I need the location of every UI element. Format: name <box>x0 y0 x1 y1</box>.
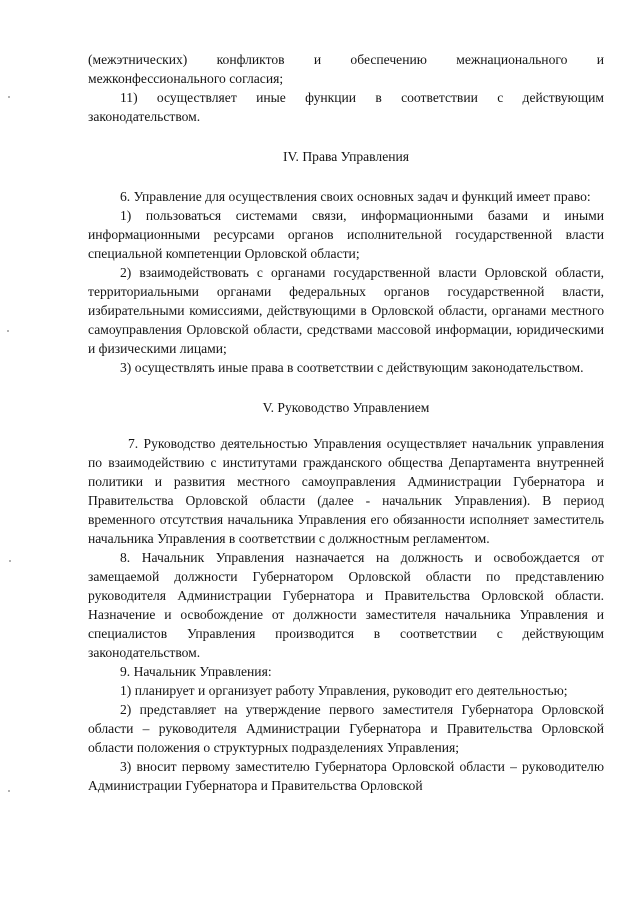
scan-speck <box>8 96 10 98</box>
item-6-2: 2) взаимодействовать с органами государственной власти Орловской области, территориальными органами федеральных органов государственной власти, избирательными комиссиями, действующими в Орловской области, органами местного самоуправления Орловской области, средствами массовой информации, юридическими и физическими лицами; <box>88 265 604 356</box>
paragraph-8: 8. Начальник Управления назначается на должность и освобождается от замещаемой должности Губернатором Орловской области по представлению руководителя Администрации Губернатора и Правительства Орловской области. Назначение и освобождение от должности заместителя начальника Управления и специалистов Управления производится в соответствии с действующим законодательством. <box>88 550 604 660</box>
section-4-heading: IV. Права Управления <box>282 149 410 164</box>
section-5-heading: V. Руководство Управлением <box>262 400 430 415</box>
scan-speck <box>9 560 11 562</box>
scan-speck <box>7 330 9 332</box>
item-9-2: 2) представляет на утверждение первого заместителя Губернатора Орловской области – руководителя Администрации Губернатора и Правительства Орловской области положения о структурных подразделениях Управления; <box>88 702 604 755</box>
item-11: 11) осуществляет иные функции в соответствии с действующим законодательством. <box>88 90 604 124</box>
item-6-1: 1) пользоваться системами связи, информационными базами и иными информационными ресурсами органов исполнительной государственной власти специальной компетенции Орловской области; <box>88 208 604 261</box>
paragraph-continuation: (межэтнических) конфликтов и обеспечению межнационального и межконфессионального согласия; <box>88 52 604 86</box>
item-9-3: 3) вносит первому заместителю Губернатора Орловской области – руководителю Администрации Губернатора и Правительства Орловской <box>88 759 604 793</box>
paragraph-7: 7. Руководство деятельностью Управления осуществляет начальник управления по взаимодействию с институтами гражданского общества Департамента внутренней политики и развития местного самоуправления Администрации Губернатора и Правительства Орловской области (далее - начальник Управления). В период временного отсутствия начальника Управления его обязанности исполняет заместитель начальника Управления в соответствии с должностным регламентом. <box>88 436 604 546</box>
item-9-1: 1) планирует и организует работу Управления, руководит его деятельностью; <box>120 683 568 698</box>
item-6-3: 3) осуществлять иные права в соответствии с действующим законодательством. <box>120 360 584 375</box>
paragraph-9: 9. Начальник Управления: <box>120 664 272 679</box>
paragraph-6: 6. Управление для осуществления своих основных задач и функций имеет право: <box>120 189 591 204</box>
scan-speck <box>8 790 10 792</box>
